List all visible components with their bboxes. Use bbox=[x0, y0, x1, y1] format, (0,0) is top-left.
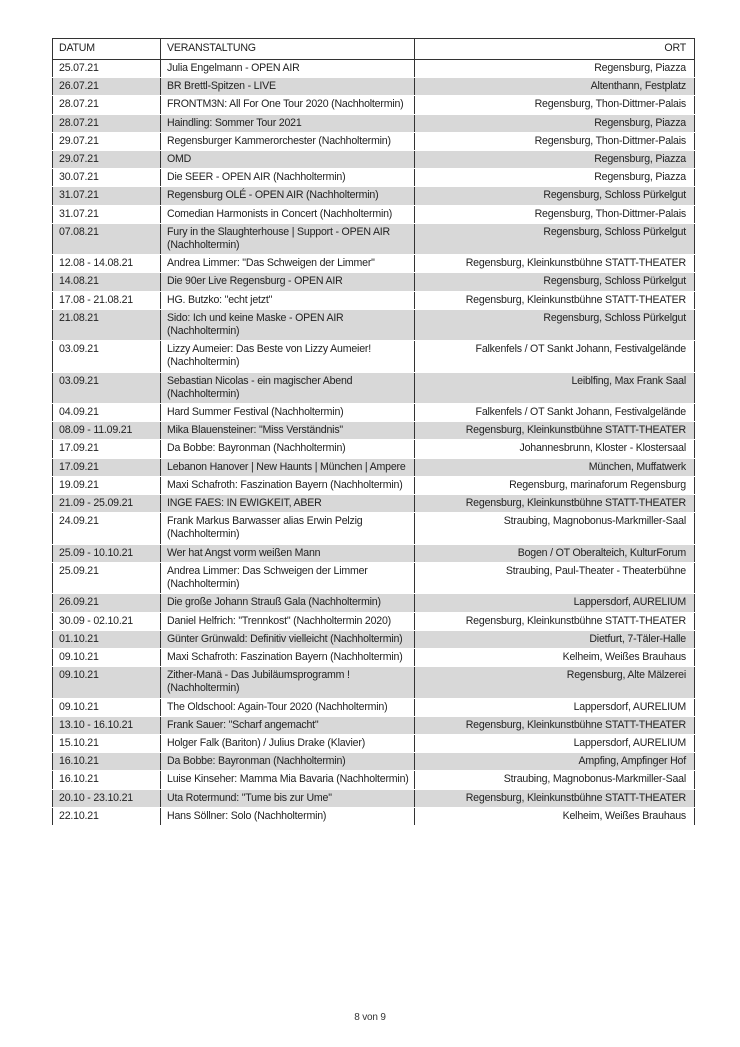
cell-veranstaltung: Luise Kinseher: Mamma Mia Bavaria (Nachholtermin) bbox=[161, 771, 415, 789]
cell-datum: 07.08.21 bbox=[53, 223, 161, 254]
cell-ort: Lappersdorf, AURELIUM bbox=[415, 734, 695, 752]
cell-ort: Regensburg, Schloss Pürkelgut bbox=[415, 273, 695, 291]
table-row bbox=[53, 223, 695, 254]
cell-datum: 08.09 - 11.09.21 bbox=[53, 422, 161, 440]
table-row bbox=[53, 372, 695, 403]
cell-veranstaltung: Die SEER - OPEN AIR (Nachholtermin) bbox=[161, 169, 415, 187]
cell-veranstaltung: Maxi Schafroth: Faszination Bayern (Nachholtermin) bbox=[161, 476, 415, 494]
cell-veranstaltung: Hard Summer Festival (Nachholtermin) bbox=[161, 404, 415, 422]
cell-ort: Ampfing, Ampfinger Hof bbox=[415, 753, 695, 771]
cell-datum: 25.07.21 bbox=[53, 60, 161, 78]
cell-datum: 20.10 - 23.10.21 bbox=[53, 789, 161, 807]
table-row bbox=[53, 309, 695, 340]
cell-ort: Leiblfing, Max Frank Saal bbox=[415, 372, 695, 403]
cell-ort: Straubing, Magnobonus-Markmiller-Saal bbox=[415, 513, 695, 544]
table-row bbox=[53, 807, 695, 825]
table-row bbox=[53, 698, 695, 716]
cell-datum: 16.10.21 bbox=[53, 771, 161, 789]
cell-ort: Lappersdorf, AURELIUM bbox=[415, 594, 695, 612]
cell-ort: Regensburg, Kleinkunstbühne STATT-THEATER bbox=[415, 716, 695, 734]
cell-datum: 26.07.21 bbox=[53, 78, 161, 96]
cell-ort: Straubing, Paul-Theater - Theaterbühne bbox=[415, 562, 695, 593]
cell-veranstaltung: FRONTM3N: All For One Tour 2020 (Nachholtermin) bbox=[161, 96, 415, 114]
cell-ort: Regensburg, Piazza bbox=[415, 60, 695, 78]
cell-veranstaltung: The Oldschool: Again-Tour 2020 (Nachholtermin) bbox=[161, 698, 415, 716]
event-table bbox=[52, 38, 695, 826]
table-row bbox=[53, 612, 695, 630]
cell-datum: 03.09.21 bbox=[53, 341, 161, 372]
table-row bbox=[53, 132, 695, 150]
table-row bbox=[53, 771, 695, 789]
cell-veranstaltung: Holger Falk (Bariton) / Julius Drake (Klavier) bbox=[161, 734, 415, 752]
cell-ort: Altenthann, Festplatz bbox=[415, 78, 695, 96]
table-row bbox=[53, 255, 695, 273]
table-row bbox=[53, 789, 695, 807]
cell-veranstaltung: Hans Söllner: Solo (Nachholtermin) bbox=[161, 807, 415, 825]
cell-veranstaltung: Da Bobbe: Bayronman (Nachholtermin) bbox=[161, 753, 415, 771]
cell-veranstaltung: OMD bbox=[161, 151, 415, 169]
cell-veranstaltung: Uta Rotermund: "Tume bis zur Ume" bbox=[161, 789, 415, 807]
cell-veranstaltung: Lebanon Hanover | New Haunts | München | Ampere bbox=[161, 458, 415, 476]
cell-veranstaltung: Haindling: Sommer Tour 2021 bbox=[161, 114, 415, 132]
cell-ort: Regensburg, Piazza bbox=[415, 114, 695, 132]
cell-datum: 31.07.21 bbox=[53, 187, 161, 205]
cell-veranstaltung: Da Bobbe: Bayronman (Nachholtermin) bbox=[161, 440, 415, 458]
cell-veranstaltung: Regensburger Kammerorchester (Nachholtermin) bbox=[161, 132, 415, 150]
cell-datum: 03.09.21 bbox=[53, 372, 161, 403]
cell-ort: Kelheim, Weißes Brauhaus bbox=[415, 648, 695, 666]
table-row bbox=[53, 667, 695, 698]
cell-datum: 15.10.21 bbox=[53, 734, 161, 752]
cell-datum: 09.10.21 bbox=[53, 698, 161, 716]
cell-datum: 17.09.21 bbox=[53, 440, 161, 458]
cell-ort: München, Muffatwerk bbox=[415, 458, 695, 476]
cell-ort: Regensburg, Schloss Pürkelgut bbox=[415, 309, 695, 340]
cell-datum: 17.09.21 bbox=[53, 458, 161, 476]
cell-ort: Kelheim, Weißes Brauhaus bbox=[415, 807, 695, 825]
cell-datum: 13.10 - 16.10.21 bbox=[53, 716, 161, 734]
table-row bbox=[53, 422, 695, 440]
cell-ort: Regensburg, Kleinkunstbühne STATT-THEATER bbox=[415, 291, 695, 309]
cell-veranstaltung: Die große Johann Strauß Gala (Nachholtermin) bbox=[161, 594, 415, 612]
cell-ort: Falkenfels / OT Sankt Johann, Festivalgelände bbox=[415, 404, 695, 422]
table-row bbox=[53, 78, 695, 96]
table-row bbox=[53, 476, 695, 494]
cell-ort: Regensburg, Kleinkunstbühne STATT-THEATER bbox=[415, 789, 695, 807]
cell-datum: 12.08 - 14.08.21 bbox=[53, 255, 161, 273]
cell-datum: 09.10.21 bbox=[53, 648, 161, 666]
cell-veranstaltung: Sido: Ich und keine Maske - OPEN AIR (Nachholtermin) bbox=[161, 309, 415, 340]
cell-datum: 19.09.21 bbox=[53, 476, 161, 494]
cell-datum: 30.07.21 bbox=[53, 169, 161, 187]
table-header bbox=[53, 39, 695, 60]
cell-ort: Regensburg, Thon-Dittmer-Palais bbox=[415, 132, 695, 150]
cell-ort: Regensburg, Thon-Dittmer-Palais bbox=[415, 96, 695, 114]
cell-ort: Regensburg, Kleinkunstbühne STATT-THEATER bbox=[415, 612, 695, 630]
header-ort: ORT bbox=[415, 39, 695, 60]
cell-datum: 25.09.21 bbox=[53, 562, 161, 593]
cell-ort: Regensburg, marinaforum Regensburg bbox=[415, 476, 695, 494]
cell-veranstaltung: Mika Blauensteiner: "Miss Verständnis" bbox=[161, 422, 415, 440]
cell-ort: Regensburg, Alte Mälzerei bbox=[415, 667, 695, 698]
cell-ort: Bogen / OT Oberalteich, KulturForum bbox=[415, 544, 695, 562]
table-row bbox=[53, 205, 695, 223]
table-row bbox=[53, 273, 695, 291]
cell-ort: Regensburg, Piazza bbox=[415, 151, 695, 169]
cell-veranstaltung: INGE FAES: IN EWIGKEIT, ABER bbox=[161, 495, 415, 513]
table-row bbox=[53, 594, 695, 612]
table-row bbox=[53, 169, 695, 187]
cell-veranstaltung: Andrea Limmer: Das Schweigen der Limmer (Nachholtermin) bbox=[161, 562, 415, 593]
table-row bbox=[53, 291, 695, 309]
cell-veranstaltung: Maxi Schafroth: Faszination Bayern (Nachholtermin) bbox=[161, 648, 415, 666]
cell-veranstaltung: Daniel Helfrich: "Trennkost" (Nachholtermin 2020) bbox=[161, 612, 415, 630]
table-row bbox=[53, 753, 695, 771]
table-row bbox=[53, 187, 695, 205]
cell-veranstaltung: Zither-Manä - Das Jubiläumsprogramm ! (Nachholtermin) bbox=[161, 667, 415, 698]
cell-veranstaltung: BR Brettl-Spitzen - LIVE bbox=[161, 78, 415, 96]
table-row bbox=[53, 151, 695, 169]
page-number: 8 von 9 bbox=[354, 1012, 386, 1023]
table-row bbox=[53, 716, 695, 734]
table-row bbox=[53, 495, 695, 513]
cell-ort: Regensburg, Thon-Dittmer-Palais bbox=[415, 205, 695, 223]
cell-datum: 21.09 - 25.09.21 bbox=[53, 495, 161, 513]
table-row bbox=[53, 404, 695, 422]
cell-ort: Straubing, Magnobonus-Markmiller-Saal bbox=[415, 771, 695, 789]
cell-veranstaltung: Frank Sauer: "Scharf angemacht" bbox=[161, 716, 415, 734]
cell-datum: 16.10.21 bbox=[53, 753, 161, 771]
header-veranstaltung: VERANSTALTUNG bbox=[161, 39, 415, 60]
cell-datum: 04.09.21 bbox=[53, 404, 161, 422]
cell-veranstaltung: Julia Engelmann - OPEN AIR bbox=[161, 60, 415, 78]
cell-ort: Dietfurt, 7-Täler-Halle bbox=[415, 630, 695, 648]
cell-datum: 09.10.21 bbox=[53, 667, 161, 698]
cell-veranstaltung: Andrea Limmer: "Das Schweigen der Limmer" bbox=[161, 255, 415, 273]
cell-datum: 25.09 - 10.10.21 bbox=[53, 544, 161, 562]
cell-ort: Regensburg, Kleinkunstbühne STATT-THEATER bbox=[415, 255, 695, 273]
table-row bbox=[53, 458, 695, 476]
cell-veranstaltung: Die 90er Live Regensburg - OPEN AIR bbox=[161, 273, 415, 291]
cell-datum: 31.07.21 bbox=[53, 205, 161, 223]
table-row bbox=[53, 513, 695, 544]
cell-datum: 28.07.21 bbox=[53, 96, 161, 114]
cell-datum: 29.07.21 bbox=[53, 132, 161, 150]
table-body bbox=[53, 60, 695, 826]
cell-veranstaltung: Sebastian Nicolas - ein magischer Abend (Nachholtermin) bbox=[161, 372, 415, 403]
cell-ort: Falkenfels / OT Sankt Johann, Festivalgelände bbox=[415, 341, 695, 372]
table-row bbox=[53, 440, 695, 458]
cell-veranstaltung: Günter Grünwald: Definitiv vielleicht (Nachholtermin) bbox=[161, 630, 415, 648]
cell-datum: 21.08.21 bbox=[53, 309, 161, 340]
cell-veranstaltung: Comedian Harmonists in Concert (Nachholtermin) bbox=[161, 205, 415, 223]
cell-datum: 26.09.21 bbox=[53, 594, 161, 612]
cell-veranstaltung: Wer hat Angst vorm weißen Mann bbox=[161, 544, 415, 562]
cell-datum: 14.08.21 bbox=[53, 273, 161, 291]
table-row bbox=[53, 60, 695, 78]
table-row bbox=[53, 114, 695, 132]
header-datum: DATUM bbox=[53, 39, 161, 60]
cell-ort: Regensburg, Piazza bbox=[415, 169, 695, 187]
table-row bbox=[53, 648, 695, 666]
cell-datum: 22.10.21 bbox=[53, 807, 161, 825]
cell-datum: 24.09.21 bbox=[53, 513, 161, 544]
cell-veranstaltung: HG. Butzko: "echt jetzt" bbox=[161, 291, 415, 309]
cell-ort: Lappersdorf, AURELIUM bbox=[415, 698, 695, 716]
cell-ort: Regensburg, Schloss Pürkelgut bbox=[415, 223, 695, 254]
table-row bbox=[53, 96, 695, 114]
cell-datum: 01.10.21 bbox=[53, 630, 161, 648]
cell-veranstaltung: Lizzy Aumeier: Das Beste von Lizzy Aumeier! (Nachholtermin) bbox=[161, 341, 415, 372]
cell-ort: Regensburg, Schloss Pürkelgut bbox=[415, 187, 695, 205]
cell-datum: 29.07.21 bbox=[53, 151, 161, 169]
cell-datum: 28.07.21 bbox=[53, 114, 161, 132]
cell-ort: Regensburg, Kleinkunstbühne STATT-THEATER bbox=[415, 422, 695, 440]
table-row bbox=[53, 562, 695, 593]
cell-datum: 30.09 - 02.10.21 bbox=[53, 612, 161, 630]
cell-veranstaltung: Fury in the Slaughterhouse | Support - OPEN AIR (Nachholtermin) bbox=[161, 223, 415, 254]
table-row bbox=[53, 630, 695, 648]
cell-ort: Regensburg, Kleinkunstbühne STATT-THEATER bbox=[415, 495, 695, 513]
cell-veranstaltung: Frank Markus Barwasser alias Erwin Pelzig (Nachholtermin) bbox=[161, 513, 415, 544]
table-row bbox=[53, 544, 695, 562]
event-table-container bbox=[52, 38, 694, 826]
cell-ort: Johannesbrunn, Kloster - Klostersaal bbox=[415, 440, 695, 458]
table-row bbox=[53, 341, 695, 372]
cell-veranstaltung: Regensburg OLÉ - OPEN AIR (Nachholtermin) bbox=[161, 187, 415, 205]
cell-datum: 17.08 - 21.08.21 bbox=[53, 291, 161, 309]
header-row bbox=[53, 39, 695, 60]
table-row bbox=[53, 734, 695, 752]
